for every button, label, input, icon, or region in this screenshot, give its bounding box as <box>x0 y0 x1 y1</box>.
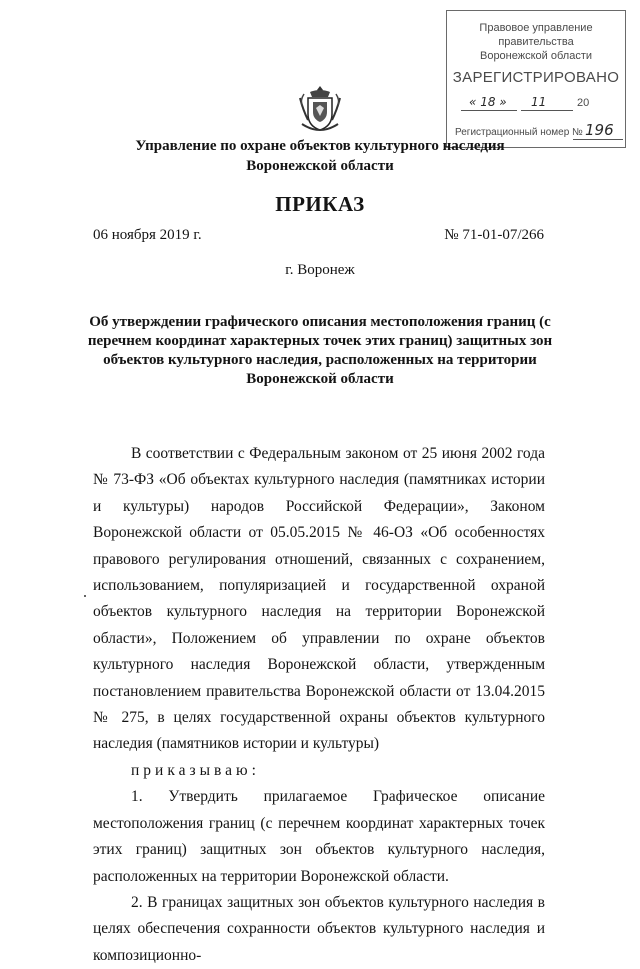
item-1-paragraph: 1. Утвердить прилагаемое Графическое описание местоположения границ (с перечнем координат характерных точек этих границ) защитных зон объектов культурного наследия, расположенных на территории Воронежской области. <box>93 788 545 885</box>
item-2-paragraph: 2. В границах защитных зон объектов культурного наследия в целях обеспечения сохранности объектов культурного наследия и композиционно- <box>93 893 545 964</box>
stamp-number-label: Регистрационный номер № <box>455 127 583 138</box>
stamp-month-line <box>521 110 573 111</box>
coat-of-arms-icon <box>296 84 344 136</box>
document-type-title: ПРИКАЗ <box>275 192 365 216</box>
order-word: приказываю: <box>131 761 260 779</box>
stamp-date <box>461 95 621 113</box>
document-number: № 71-01-07/266 <box>444 227 544 243</box>
stamp-registered-label: ЗАРЕГИСТРИРОВАНО <box>452 69 620 86</box>
stamp-day-line <box>461 110 517 111</box>
document-subject: Об утверждении графического описания местоположения границ (с перечнем координат характерных точек этих границ) защитных зон объектов культурного наследия, расположенных на территории Воронежской области <box>87 314 553 387</box>
margin-mark <box>84 595 86 597</box>
document-body <box>93 441 545 969</box>
authority-name: Управление по охране объектов культурного наследия Воронежской области <box>135 138 505 174</box>
stamp-day: « 18 » <box>469 95 507 109</box>
stamp-number-value: 196 <box>585 121 614 139</box>
document-city: г. Воронеж <box>285 262 355 278</box>
document-date: 06 ноября 2019 г. <box>93 227 202 243</box>
registration-stamp <box>446 10 626 148</box>
preamble-paragraph: В соответствии с Федеральным законом от 25 июня 2002 года № 73-ФЗ «Об объектах культурного наследия (памятниках истории и культуры) народов Российской Федерации», Законом Воронежской области от 05.05.2015 № 46-ОЗ «Об особенностях правового регулирования отношений, связанных с сохранением, использованием, популяризацией и государственной охраной объектов культурного наследия на территории Воронежской области», Положением об управлении по охране объектов культурного наследия Воронежской области, утвержденным постановлением правительства Воронежской области от 13.04.2015 № 275, в целях государственной охраны объектов культурного наследия (памятников истории и культуры) <box>93 445 545 753</box>
stamp-year: 20 <box>577 97 590 109</box>
stamp-month: 11 <box>531 95 547 109</box>
stamp-organization: Правовое управление правительства Воронежской области <box>479 22 593 62</box>
